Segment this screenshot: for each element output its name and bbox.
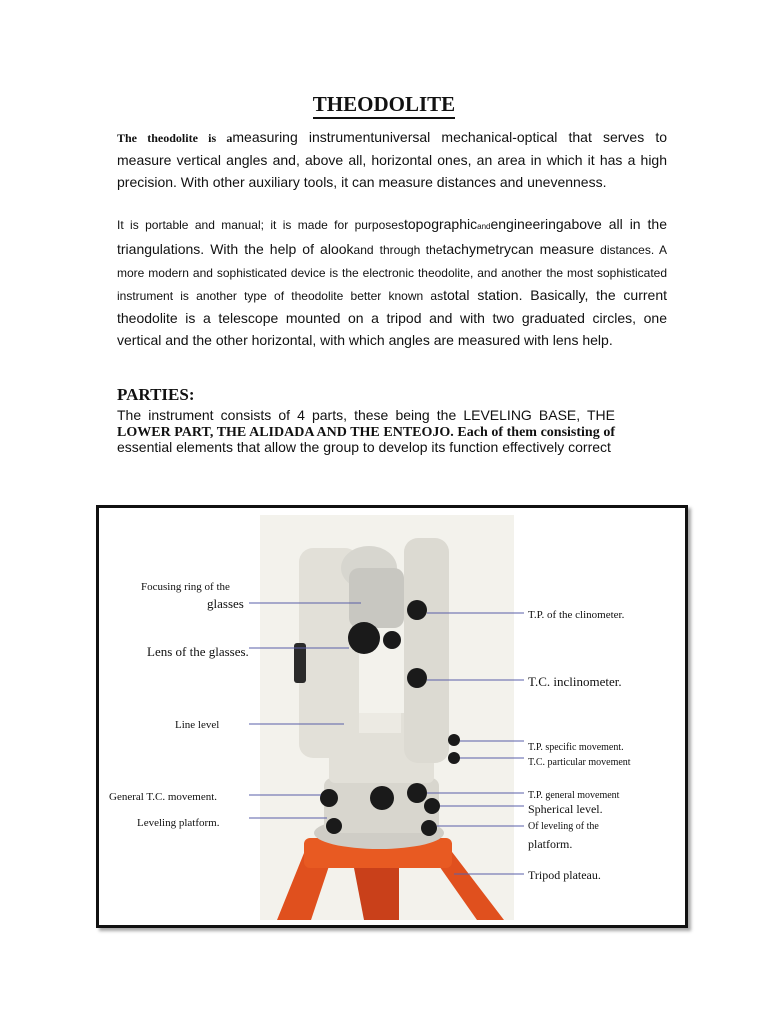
platform-screw-right (421, 820, 437, 836)
intro-line1: measuring instrumentuniversal mechanical-optical that serves to (232, 129, 667, 145)
intro-rest: measure vertical angles and, above all, horizontal ones, an area in which it has a high precision. With other auxiliary tools, it can measure distances and unevenness. (117, 152, 667, 190)
platform-screw-left (326, 818, 342, 834)
page-title: THEODOLITE (0, 92, 768, 117)
right-standard (404, 538, 449, 763)
particular-movement-knob (448, 752, 460, 764)
spherical-level-knob (424, 798, 440, 814)
label-tp-specific: T.P. specific movement. (528, 742, 624, 753)
label-tripod-plateau: Tripod plateau. (528, 868, 601, 882)
label-spherical-level: Spherical level. (528, 802, 603, 816)
label-glasses: glasses (207, 596, 244, 611)
label-platform: platform. (528, 837, 573, 851)
eyepiece-lens (348, 622, 380, 654)
parties-paragraph: The instrument consists of 4 parts, these being the LEVELING BASE, THE LOWER PART, THE ALIDADA AND THE ENTEOJO. Each of them consisting of essential elements that allow the group to develop its function effectively correct (117, 407, 615, 455)
telescope-tube (349, 568, 404, 628)
leveling-screw-center (370, 786, 394, 810)
label-general-tc: General T.C. movement. (109, 791, 218, 803)
label-line-level: Line level (175, 719, 220, 731)
specific-movement-knob (448, 734, 460, 746)
label-leveling-of: Of leveling of the (528, 821, 599, 832)
intro-lead: The theodolite is a (117, 131, 233, 145)
parties-heading: PARTIES: (117, 385, 195, 404)
inclinometer-knob (407, 668, 427, 688)
side-handle (294, 643, 306, 683)
clinometer-screw-knob (407, 600, 427, 620)
eyepiece-knob (383, 631, 401, 649)
label-lens: Lens of the glasses. (147, 644, 249, 659)
label-leveling-platform: Leveling platform. (137, 817, 220, 829)
portable-paragraph: It is portable and manual; it is made for purposestopographicandengineeringabove all in the triangulations. With the help of alookand through thetachymetrycan measure distances. A more modern and sophisticated device is the electronic theodolite, and another the most sophisticated instrument is another type of theodolite better known astotal station. Basically, the current theodolite is a telescope mounted on a tripod and with two graduated circles, one vertical and the other horizontal, with which angles are measured with lens help. (117, 216, 668, 348)
label-tp-clinometer: T.P. of the clinometer. (528, 609, 625, 621)
intro-paragraph (117, 126, 667, 193)
label-focusing-ring: Focusing ring of the (141, 581, 230, 593)
label-tp-general: T.P. general movement (528, 790, 620, 801)
label-tc-particular: T.C. particular movement (528, 757, 631, 768)
general-tc-knob (320, 789, 338, 807)
theodolite-diagram (99, 508, 685, 925)
leveling-screw-right (407, 783, 427, 803)
label-tc-inclinometer: T.C. inclinometer. (528, 674, 622, 689)
theodolite-figure (96, 505, 688, 928)
